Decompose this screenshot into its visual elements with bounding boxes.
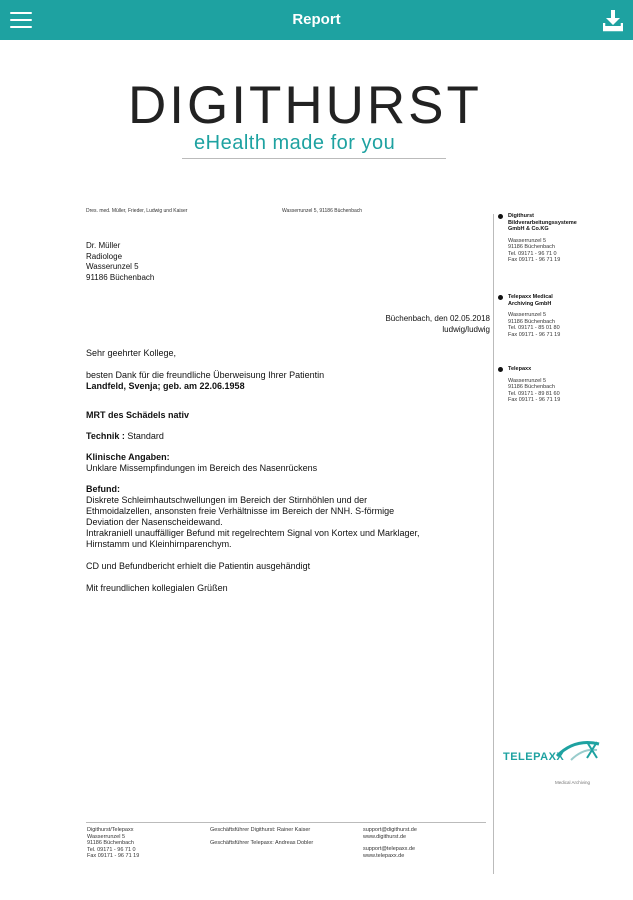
sidebar-heading-line: Bildverarbeitungssysteme [508, 219, 577, 226]
footer-col-contact [363, 827, 417, 859]
footer-link[interactable]: support@telepaxx.de [363, 846, 416, 852]
recipient-line: Dr. Müller [86, 241, 121, 250]
klinische-text: Unklare Missempfindungen im Bereich des Nasenrückens [86, 463, 318, 473]
sidebar-line: Tel. 09171 - 89 81 60 [508, 390, 560, 397]
cd-note: CD und Befundbericht erhielt die Patientin ausgehändigt [86, 561, 311, 571]
technik-row [86, 431, 486, 442]
sidebar-digithurst [500, 213, 610, 264]
sidebar-heading-line: Telepaxx [508, 366, 532, 372]
sidebar-heading [500, 213, 610, 233]
technik-value: Standard [124, 431, 164, 441]
befund-line: Hirnstamm und Kleinhirnparenchym. [86, 539, 232, 549]
sidebar-telepaxx-medical [500, 294, 610, 338]
download-button[interactable] [603, 10, 623, 32]
closing: Mit freundlichen kollegialen Grüßen [86, 583, 228, 593]
footer-link[interactable]: www.telepaxx.de [363, 852, 405, 859]
bullet-icon [498, 367, 503, 372]
sidebar-line: 91186 Büchenbach [508, 244, 555, 250]
recipient-address [86, 241, 154, 283]
date-block [385, 314, 490, 335]
footer-link[interactable]: www.digithurst.de [363, 833, 407, 840]
sidebar-line: Fax 09171 - 96 71 19 [508, 331, 561, 338]
bullet-icon [498, 214, 503, 219]
telepaxx-tagline: Medical Archiving [555, 780, 591, 785]
exam-title: MRT des Schädels nativ [86, 410, 190, 420]
footer-line: Digithurst/Telepaxx [87, 827, 134, 833]
footer-line: Geschäftsführer Telepaxx: Andreas Dobler [210, 839, 314, 846]
footer-line: Fax 09171 - 96 71 19 [87, 853, 140, 859]
klinische-label: Klinische Angaben: [86, 452, 170, 462]
sidebar-heading-line: GmbH & Co.KG [508, 226, 549, 232]
sidebar-line: Wasserrunzel 5 [508, 237, 547, 244]
footer-line: 91186 Büchenbach [87, 840, 134, 846]
recipient-line: Radiologe [86, 251, 123, 261]
letter-body [86, 348, 486, 594]
digithurst-logo: DIGITHURST [128, 76, 482, 135]
befund-line: Intrakraniell unauffälliger Befund mit regelrechtem Signal von Kortex und Marklager, [86, 528, 420, 538]
sidebar-line: 91186 Büchenbach [508, 384, 555, 390]
footer-col-address [87, 827, 139, 860]
sidebar-heading-line: Digithurst [508, 213, 534, 219]
befund-line: Diskrete Schleimhautschwellungen im Bereich der Stirnhöhlen und der [86, 495, 368, 505]
sidebar-line: Fax 09171 - 96 71 19 [508, 257, 561, 263]
logo-divider [182, 158, 446, 159]
telepaxx-logo [503, 740, 603, 790]
sidebar-address [500, 378, 610, 404]
sender-line-left: Dres. med. Müller, Frieder, Ludwig und Kaiser [86, 208, 188, 214]
report-document[interactable] [0, 40, 633, 900]
footer-divider [86, 822, 486, 823]
patient-name: Landfeld, Svenja; geb. am 22.06.1958 [86, 381, 245, 391]
footer-line: Wasserrunzel 5 [87, 833, 126, 840]
signature-id: ludwig/ludwig [442, 324, 490, 334]
footer-link[interactable]: support@digithurst.de [363, 827, 417, 833]
bullet-icon [498, 295, 503, 300]
intro-text: besten Dank für die freundliche Überweisung Ihrer Patientin [86, 370, 325, 380]
place-date: Büchenbach, den 02.05.2018 [385, 314, 490, 323]
page-title: Report [292, 11, 341, 28]
sidebar-line: Tel. 09171 - 96 71 0 [508, 250, 557, 257]
sidebar-line: 91186 Büchenbach [508, 318, 555, 325]
sidebar-telepaxx [500, 366, 610, 404]
sidebar-heading [500, 294, 610, 307]
salutation: Sehr geehrter Kollege, [86, 348, 177, 358]
sidebar-address [500, 312, 610, 338]
recipient-line: 91186 Büchenbach [86, 272, 155, 282]
footer-col-management [210, 827, 313, 846]
footer-line: Tel. 09171 - 96 71 0 [87, 846, 136, 853]
sidebar-heading-line: Archiving GmbH [508, 300, 552, 307]
sidebar-line: Wasserrunzel 5 [508, 377, 547, 384]
sender-line-right: Wasserrunzel 5, 91186 Büchenbach [282, 208, 363, 214]
app-bar [0, 0, 633, 40]
sidebar-line: Fax 09171 - 96 71 19 [508, 397, 561, 403]
befund-line: Deviation der Nasenscheidewand. [86, 517, 223, 527]
sidebar-heading [500, 366, 610, 373]
sidebar-line: Tel. 09171 - 85 01 80 [508, 325, 560, 331]
digithurst-tagline: eHealth made for you [194, 132, 396, 154]
befund-line: Ethmoidalzellen, ansonsten freie Verhältnisse im Bereich der NNH. S-förmige [86, 506, 395, 516]
sidebar-heading-line: Telepaxx Medical [508, 294, 553, 300]
befund-label: Befund: [86, 484, 120, 494]
sidebar-address [500, 238, 610, 264]
sidebar-divider [493, 214, 494, 874]
sidebar-line: Wasserrunzel 5 [508, 312, 547, 318]
footer-line: Geschäftsführer Digithurst: Rainer Kaiser [210, 827, 311, 833]
download-icon [603, 10, 623, 32]
recipient-line: Wasserunzel 5 [86, 262, 139, 271]
technik-label: Technik : [86, 431, 125, 441]
telepaxx-wordmark: TELEPAXX [503, 751, 565, 763]
